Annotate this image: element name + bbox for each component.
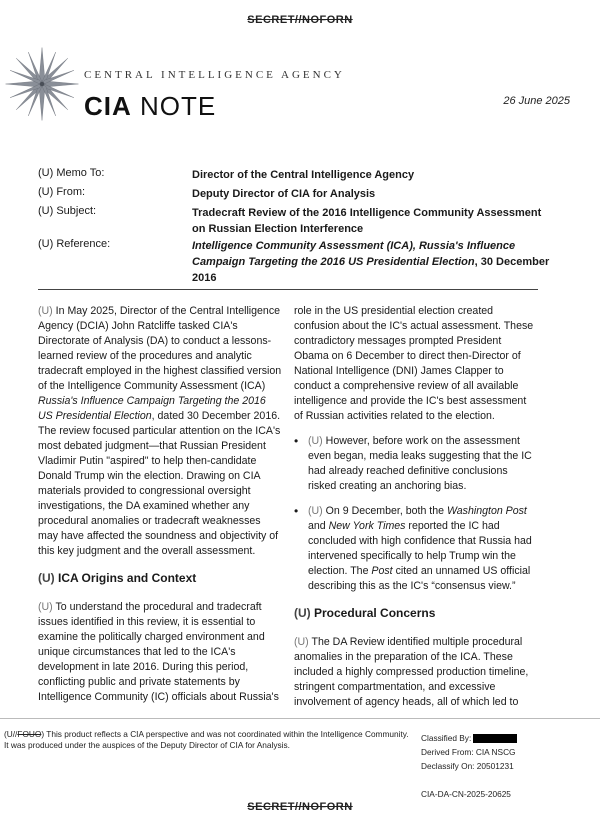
portion-marker: (U) <box>308 435 323 447</box>
portion-marker: (U// <box>4 729 18 739</box>
portion-marker: ) <box>41 729 45 739</box>
portion-marker: (U) <box>308 505 323 517</box>
section-heading-origins <box>38 571 282 586</box>
cia-star-emblem <box>4 46 80 122</box>
memo-from-label: (U) From: <box>38 186 86 198</box>
classified-by <box>421 731 517 745</box>
memo-reference-value <box>192 238 552 286</box>
classified-by-label: Classified By: <box>421 733 472 743</box>
right-column <box>294 304 534 720</box>
memo-to-label: (U) Memo To: <box>38 167 105 179</box>
paragraph-procedural <box>294 635 534 710</box>
bullet-text: reported the IC had concluded with high confidence that Russia had intervened specifically to help Trump win the election. The <box>308 520 532 577</box>
reference-date: , 30 December 2016 <box>192 256 550 284</box>
portion-marker: (U) <box>294 606 311 620</box>
document-date: 26 June 2025 <box>503 95 570 107</box>
memo-from-value: Deputy Director of CIA for Analysis <box>192 188 376 200</box>
derived-from: Derived From: CIA NSCG <box>421 747 516 757</box>
portion-marker: (U) <box>38 601 53 613</box>
bullet-text: However, before work on the assessment even began, media leaks suggesting that the IC had already reached definitive conclusions risked creating an anchoring bias. <box>308 435 532 492</box>
footer-divider <box>0 718 600 719</box>
classification-marking-bottom: SECRET//NOFORN <box>247 801 353 813</box>
footer-note-text: This product reflects a CIA perspective and was not coordinated within the Intelligence Community. It was produced under the auspices of the Deputy Director of CIA for Analysis. <box>4 729 409 750</box>
paragraph-text: The DA Review identified multiple procedural anomalies in the preparation of the ICA. These included a highly compressed production timeline, stringent compartmentation, and excessive involvement of agency heads, all of which led to <box>294 636 529 708</box>
heading-text: ICA Origins and Context <box>54 571 197 585</box>
title-bold: CIA <box>84 91 132 121</box>
document-id: CIA-DA-CN-2025-20625 <box>421 789 511 799</box>
paragraph-text: , dated 30 December 2016. The review focused particular attention on the ICA's most debated judgment—that Russian President Vladimir Putin "aspired" to help then-candidate Donald Trump win the election. Drawing on CIA materials provided to congressional oversight investigations, the DA examined whether any procedural anomalies or tradecraft weaknesses may have affected the soundness and objectivity of this key judgment and the overall assessment. <box>38 410 281 557</box>
agency-name: CENTRAL INTELLIGENCE AGENCY <box>84 69 345 81</box>
header-divider <box>38 289 538 290</box>
left-column <box>38 304 282 715</box>
portion-marker-strike: FOUO <box>17 729 42 739</box>
paragraph-text: To understand the procedural and tradecraft issues identified in this review, it is essential to examine the politically charged environment and unique circumstances that led to the ICA's development in late 2016. During this period, conflicting public and private statements by Intelligence Community (IC) officials about Russia's <box>38 601 279 703</box>
paragraph-continued: role in the US presidential election created confusion about the IC's actual assessment. These contradictory messages prompted President Obama on 6 December to direct then-Director of National Intelligence (DNI) James Clapper to conduct a comprehensive review of all available intelligence and provide the IC's best assessment of Russian activities related to the election. <box>294 305 534 422</box>
document-title <box>84 91 216 122</box>
classification-block <box>421 731 517 801</box>
portion-marker: (U) <box>294 636 309 648</box>
declassify-on: Declassify On: 20501231 <box>421 761 514 771</box>
memo-subject-value: Tradecraft Review of the 2016 Intelligence Community Assessment on Russian Election Interference <box>192 207 542 235</box>
reference-title: Intelligence Community Assessment (ICA), Russia's Influence Campaign Targeting the 2016 US Presidential Election <box>192 240 516 268</box>
bullet-press-reports <box>294 504 534 594</box>
publication-name: New York Times <box>328 520 406 532</box>
footer-coordination-note <box>4 729 409 751</box>
paragraph-intro <box>38 304 282 559</box>
memo-subject-label: (U) Subject: <box>38 205 97 217</box>
section-heading-procedural <box>294 606 534 621</box>
bullet-text: On 9 December, both the <box>322 505 447 517</box>
paragraph-text: In May 2025, Director of the Central Intelligence Agency (DCIA) John Ratcliffe tasked CIA's Directorate of Analysis (DA) to conduct a lessons-learned review of the procedures and analytic tradecraft employed in the highest classified version of the Intelligence Community Assessment (ICA) <box>38 305 282 392</box>
bullet-text: and <box>308 520 329 532</box>
publication-name: Washington Post <box>446 505 527 517</box>
memo-to-value: Director of the Central Intelligence Agency <box>192 169 415 181</box>
heading-text: Procedural Concerns <box>310 606 436 620</box>
bullet-text: cited an unnamed US official describing this as the IC's “consensus view.” <box>308 565 531 592</box>
portion-marker: (U) <box>38 305 53 317</box>
portion-marker: (U) <box>38 571 55 585</box>
title-rest: NOTE <box>140 91 217 121</box>
classification-marking-top: SECRET//NOFORN <box>247 14 353 26</box>
bullet-media-leaks <box>294 434 534 494</box>
paragraph-italic: Russia's Influence Campaign Targeting the 2016 US Presidential Election <box>38 395 266 422</box>
memo-reference-label: (U) Reference: <box>38 238 111 250</box>
redaction-bar <box>473 734 517 743</box>
publication-name: Post <box>371 565 393 577</box>
paragraph-context <box>38 600 282 705</box>
